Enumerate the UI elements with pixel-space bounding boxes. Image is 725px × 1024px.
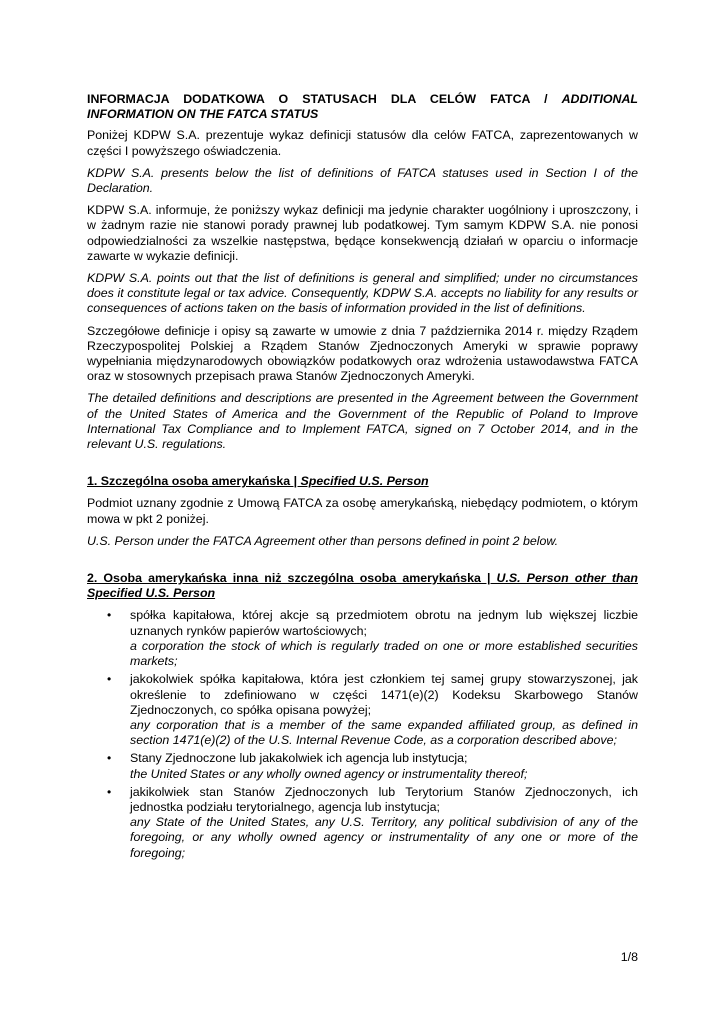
title-polish: INFORMACJA DODATKOWA O STATUSACH DLA CELÓW FATCA / [87,92,562,106]
bullet-icon: • [107,751,112,766]
bullet-icon: • [107,784,112,799]
page-number: 1/8 [620,950,638,964]
list-item [87,672,638,748]
list-item-pl: jakokolwiek spółka kapitałowa, która jest członkiem tej samej grupy stowarzyszonej, jak określenie to zdefiniowano w części 1471(e)(2) Kodeksu Skarbowego Stanów Zjednoczonych, co spółka opisana powyżej; [130,672,638,717]
section-2-heading-en: U.S. Person other than Specified U.S. Person [87,571,638,601]
intro-paragraph: KDPW S.A. presents below the list of definitions of FATCA statuses used in Section I of the Declaration. [87,165,638,196]
list-item [87,608,638,669]
section-1-heading-en: Specified U.S. Person [300,474,429,489]
title-english: ADDITIONAL INFORMATION ON THE FATCA STATUS [87,92,638,122]
list-item [87,785,638,861]
list-item-en: the United States or any wholly owned agency or instrumentality thereof; [130,766,528,781]
section-2-heading [87,571,638,601]
list-item-en: a corporation the stock of which is regularly traded on one or more established securities markets; [130,638,638,669]
intro-paragraph: The detailed definitions and descriptions are presented in the Agreement between the Government of the United States of America and the Government of the Republic of Poland to Improve International Tax Compliance and to Implement FATCA, signed on 7 October 2014, and in the relevant U.S. regulations. [87,391,638,452]
list-item [87,751,638,781]
bullet-icon: • [107,608,112,623]
intro-paragraph: KDPW S.A. informuje, że poniższy wykaz definicji ma jedynie charakter uogólniony i uproszczony, i w żadnym razie nie stanowi porady prawnej lub podatkowej. Tym samym KDPW S.A. nie ponosi odpowiedzialności za wszelkie następstwa, będące konsekwencją działań w oparciu o informacje zawarte w wykazie definicji. [87,203,638,263]
intro-paragraph: KDPW S.A. points out that the list of definitions is general and simplified; under no circumstances does it constitute legal or tax advice. Consequently, KDPW S.A. accepts no liability for any results or consequences of actions taken on the basis of information provided in the list of definitions. [87,271,638,316]
list-item-pl: jakikolwiek stan Stanów Zjednoczonych lub Terytorium Stanów Zjednoczonych, ich jednostka podziału terytorialnego, agencja lub instytucja; [130,784,638,814]
intro-paragraphs [87,128,638,452]
list-item-en: any corporation that is a member of the same expanded affiliated group, as defined in section 1471(e)(2) of the U.S. Internal Revenue Code, as a corporation described above; [130,717,638,748]
document-page [87,92,638,864]
section-1-body-pl: Podmiot uznany zgodnie z Umową FATCA za osobę amerykańską, niebędący podmiotem, o którym mowa w pkt 2 poniżej. [87,496,638,526]
section-1-heading-pl: 1. Szczególna osoba amerykańska | [87,474,301,489]
section-2-heading-pl: 2. Osoba amerykańska inna niż szczególna osoba amerykańska | [87,571,497,586]
bullet-icon: • [107,672,112,687]
list-item-en: any State of the United States, any U.S. Territory, any political subdivision of any of the foregoing, or any wholly owned agency or instrumentality of any one or more of the foregoing; [130,815,638,860]
section-1-heading [87,474,638,489]
list-item-pl: spółka kapitałowa, której akcje są przedmiotem obrotu na jednym lub większej liczbie uznanych rynków papierów wartościowych; [130,608,638,638]
page-title [87,92,638,122]
section-2-bullet-list [87,608,638,860]
intro-paragraph: Poniżej KDPW S.A. prezentuje wykaz definicji statusów dla celów FATCA, zaprezentowanych w części I powyższego oświadczenia. [87,128,638,158]
intro-paragraph: Szczegółowe definicje i opisy są zawarte w umowie z dnia 7 października 2014 r. między Rządem Rzeczypospolitej Polskiej a Rządem Stanów Zjednoczonych Ameryki w sprawie poprawy wypełniania międzynarodowych obowiązków podatkowych oraz wdrożenia ustawodawstwa FATCA oraz w stosownych przepisach prawa Stanów Zjednoczonych Ameryki. [87,323,638,384]
list-item-pl: Stany Zjednoczone lub jakakolwiek ich agencja lub instytucja; [130,751,468,766]
section-1-body-en: U.S. Person under the FATCA Agreement other than persons defined in point 2 below. [87,533,559,548]
